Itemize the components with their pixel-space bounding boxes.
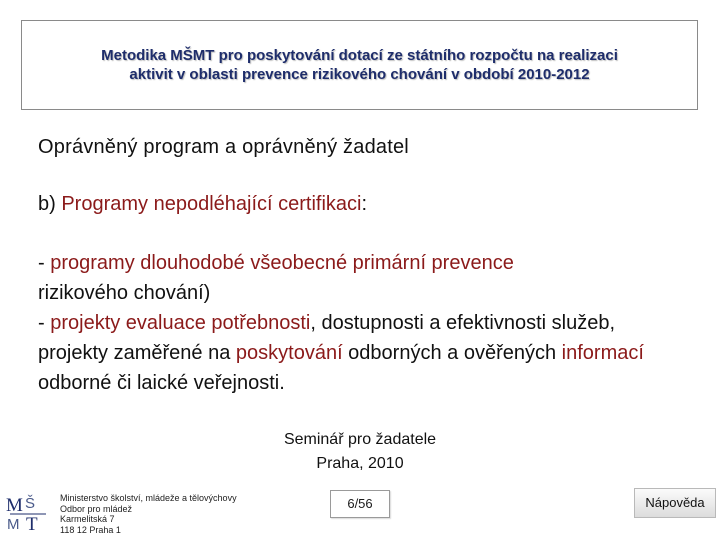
item2-text-3: odborné či laické veřejnosti. — [38, 372, 285, 394]
item2-dash: - — [38, 312, 51, 334]
title-box — [21, 20, 698, 110]
seminar-line-1: Seminář pro žadatele — [283, 431, 437, 448]
seminar-caption — [180, 428, 540, 476]
item2-text-2: odborných a ověřených — [342, 342, 562, 364]
footer-address — [60, 493, 237, 535]
subheading-suffix: : — [361, 193, 368, 215]
section-heading: Oprávněný program a oprávněný žadatel — [38, 136, 409, 158]
title-line-2: aktivit v oblasti prevence rizikového chování v období 2010-2012 — [129, 66, 590, 83]
seminar-line-2: Praha, 2010 — [316, 455, 404, 472]
svg-text:M: M — [7, 516, 20, 532]
svg-text:T: T — [26, 514, 38, 532]
subheading-prefix: b) — [38, 193, 62, 215]
address-line: Odbor pro mládež — [60, 503, 133, 514]
subheading — [38, 193, 367, 216]
item1-highlight: programy dlouhodobé všeobecné primární prevence — [50, 252, 514, 274]
body-item-2 — [38, 308, 678, 398]
help-button[interactable]: Nápověda — [634, 488, 716, 518]
item2-highlight-1: projekty evaluace potřebnosti — [50, 312, 311, 334]
address-line: 118 12 Praha 1 — [60, 524, 121, 535]
item2-highlight-3: informací — [561, 342, 644, 364]
svg-text:Š: Š — [25, 495, 36, 512]
item1-dash: - — [38, 252, 51, 274]
address-line: Ministerstvo školství, mládeže a tělovýchovy — [60, 493, 237, 503]
body-text — [38, 248, 678, 398]
item2-text-1: , dostupnosti a efektivnosti služeb, projekty zaměřené na — [38, 312, 615, 364]
item1-rest: rizikového chování) — [38, 282, 211, 304]
item2-highlight-2: poskytování — [235, 342, 343, 364]
address-line: Karmelitská 7 — [60, 514, 115, 524]
subheading-highlight: Programy nepodléhající certifikaci — [61, 193, 362, 215]
body-item-1 — [38, 248, 678, 308]
title-line-1: Metodika MŠMT pro poskytování dotací ze státního rozpočtu na realizaci — [101, 47, 618, 64]
svg-text:M: M — [6, 495, 23, 516]
page-number: 6/56 — [330, 490, 390, 518]
msmt-logo — [4, 492, 54, 532]
